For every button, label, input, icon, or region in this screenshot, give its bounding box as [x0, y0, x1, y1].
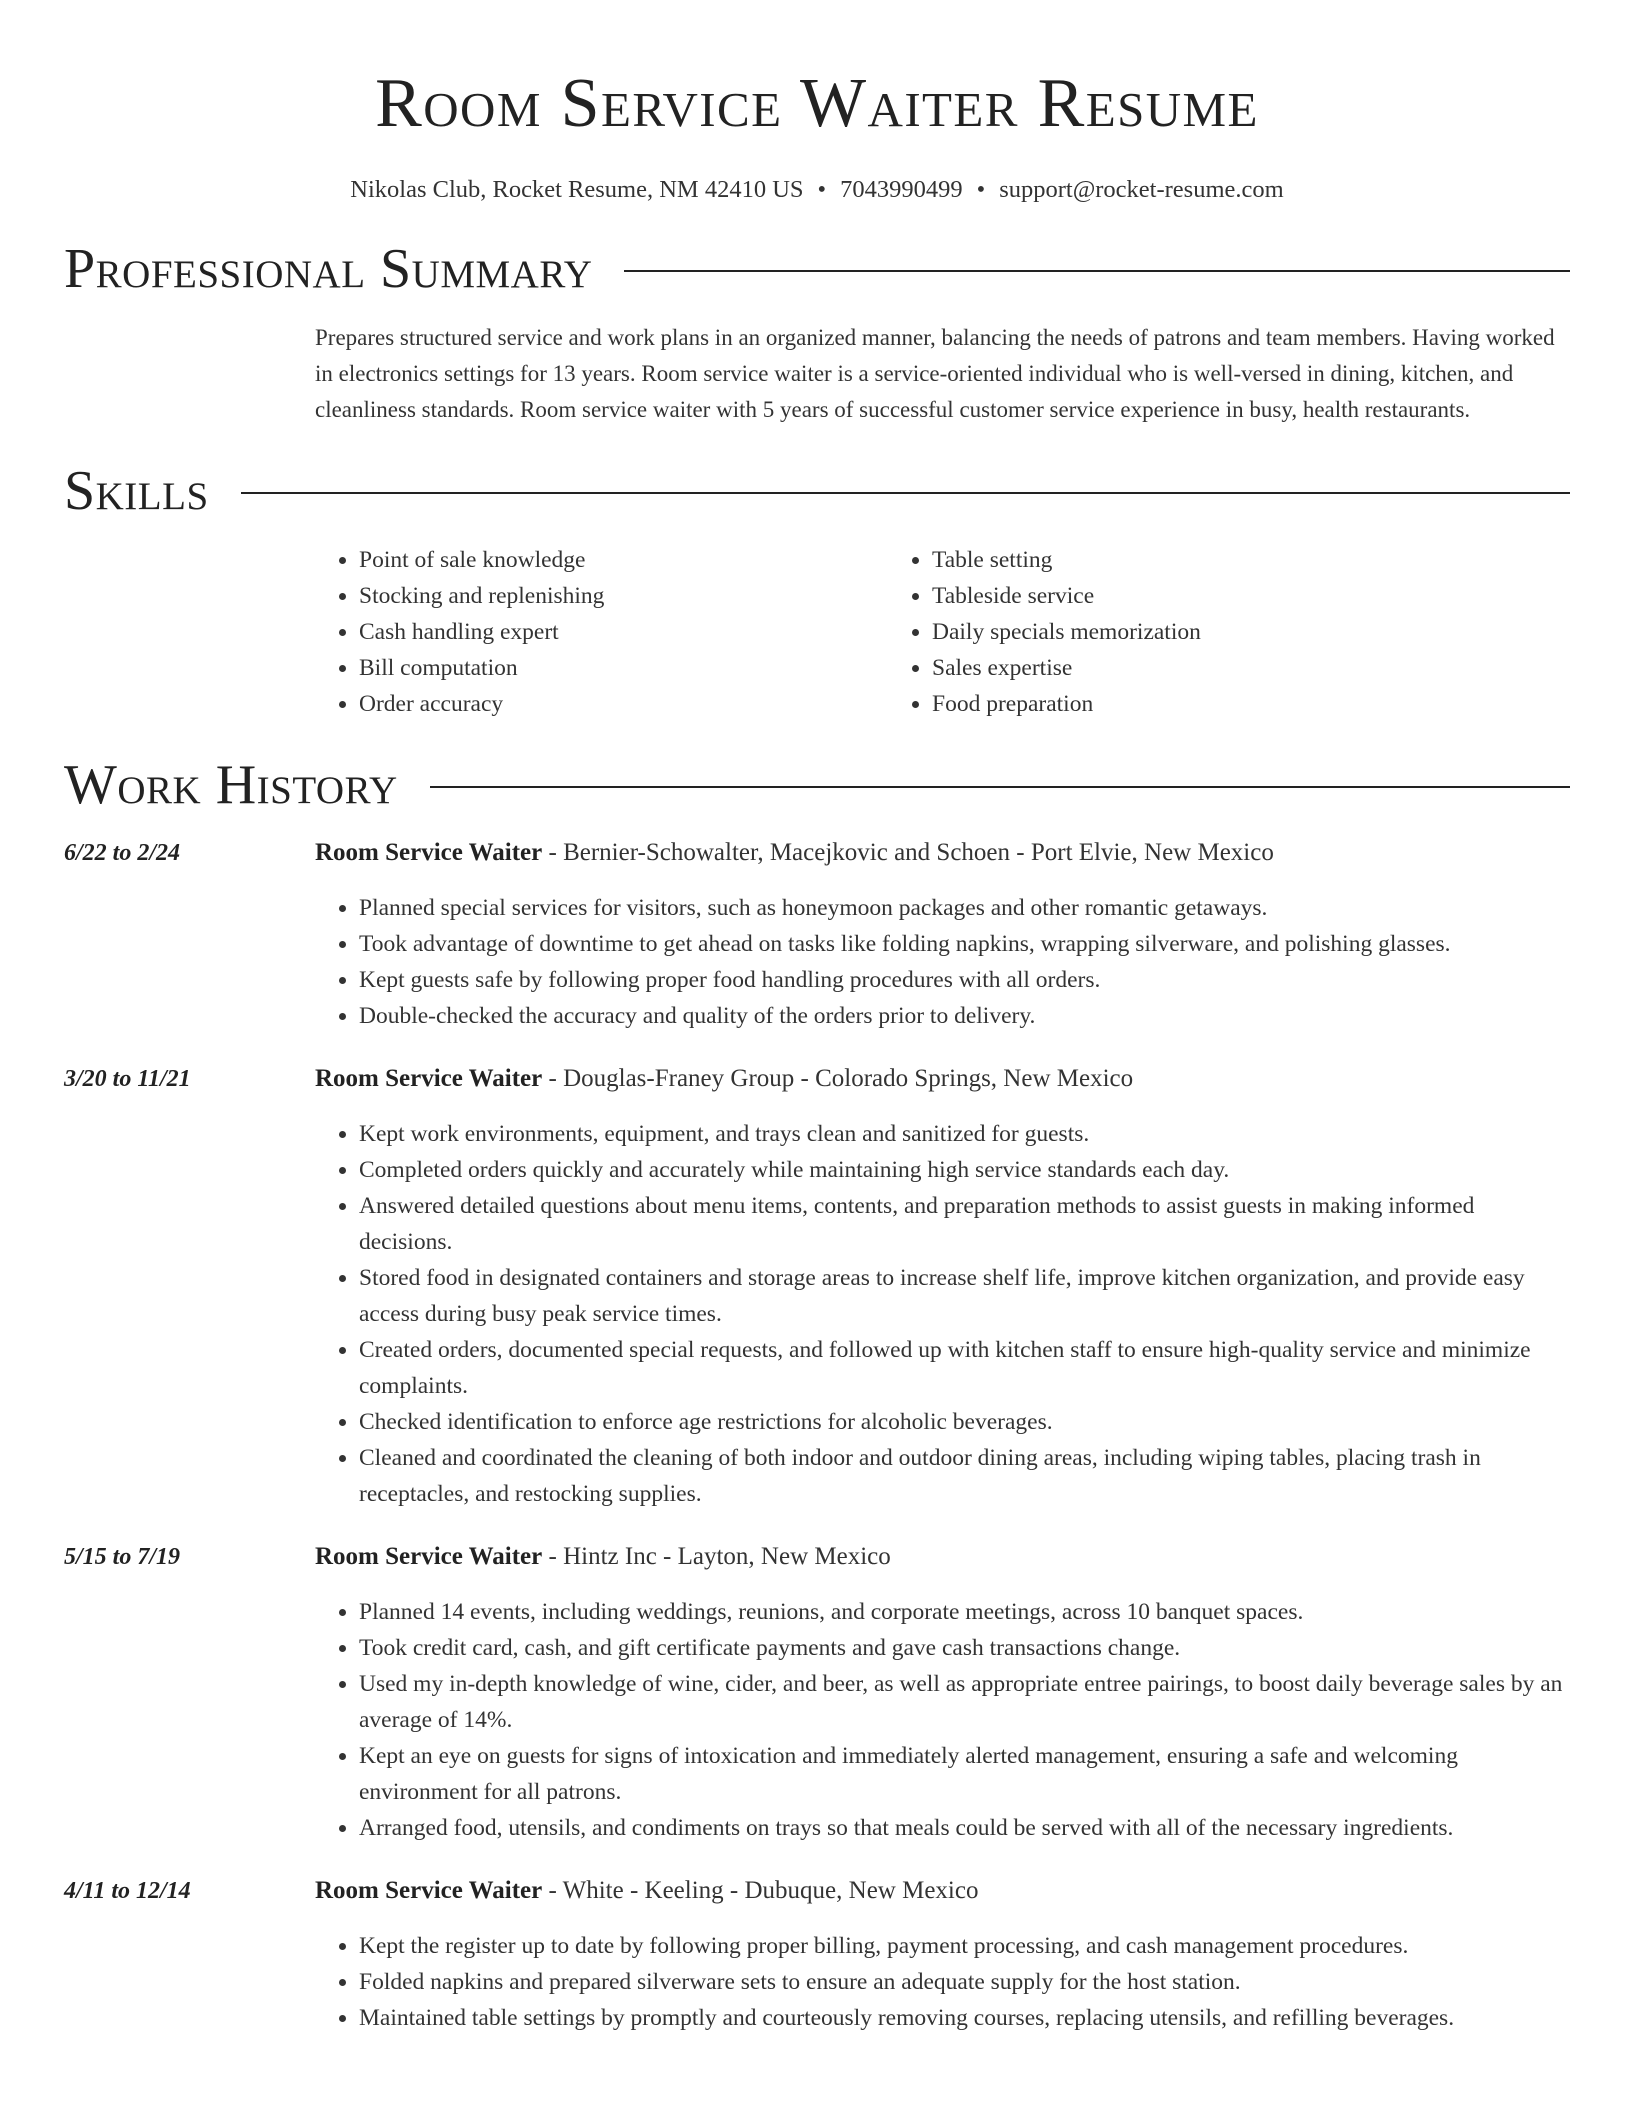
job-bullet: • Completed orders quickly and accurately while maintaining high service standards each day.	[359, 1152, 1570, 1188]
summary-section-header	[64, 236, 1570, 302]
job-dates: 6/22 to 2/24	[64, 840, 181, 866]
contact-separator: •	[817, 176, 827, 203]
section-divider	[241, 492, 1570, 494]
job-body	[315, 836, 1570, 1034]
job-bullet: • Stored food in designated containers and storage areas to increase shelf life, improve kitchen organization, and provide easy access during busy peak service times.	[359, 1260, 1570, 1332]
contact-address: Nikolas Club, Rocket Resume, NM 42410 US	[350, 176, 804, 203]
job-bullet: • Kept guests safe by following proper food handling procedures with all orders.	[359, 962, 1570, 998]
summary-heading: Professional Summary	[64, 238, 593, 300]
job-role: Room Service Waiter	[315, 1877, 543, 1904]
skills-heading: Skills	[64, 460, 209, 522]
skill-item: • Sales expertise	[932, 650, 1461, 686]
skill-item: • Table setting	[932, 542, 1461, 578]
job-title	[315, 1540, 1570, 1574]
job-title	[315, 1874, 1570, 1908]
job-bullet: • Double-checked the accuracy and quality of the orders prior to delivery.	[359, 998, 1570, 1034]
job-bullet: • Maintained table settings by promptly and courteously removing courses, replacing utensils, and refilling beverages.	[359, 2000, 1570, 2036]
job-body	[315, 1540, 1570, 1846]
job-body	[315, 1874, 1570, 2036]
job-bullet: • Took advantage of downtime to get ahead on tasks like folding napkins, wrapping silverware, and polishing glasses.	[359, 926, 1570, 962]
job-details: - White - Keeling - Dubuque, New Mexico	[542, 1877, 979, 1904]
work-heading: Work History	[64, 754, 398, 816]
job-bullet: • Kept an eye on guests for signs of intoxication and immediately alerted management, ensuring a safe and welcoming environment for all patrons.	[359, 1738, 1570, 1810]
job-details: - Bernier-Schowalter, Macejkovic and Schoen - Port Elvie, New Mexico	[542, 839, 1274, 866]
skill-item: • Stocking and replenishing	[359, 578, 888, 614]
job-entry	[64, 1062, 1570, 1512]
job-role: Room Service Waiter	[315, 1065, 543, 1092]
job-bullets	[315, 890, 1570, 1034]
job-bullet: • Checked identification to enforce age restrictions for alcoholic beverages.	[359, 1404, 1570, 1440]
skill-item: • Bill computation	[359, 650, 888, 686]
job-bullet: • Planned special services for visitors, such as honeymoon packages and other romantic getaways.	[359, 890, 1570, 926]
skill-item: • Daily specials memorization	[932, 614, 1461, 650]
job-bullets	[315, 1594, 1570, 1846]
job-bullet: • Created orders, documented special requests, and followed up with kitchen staff to ensure high-quality service and minimize complaints.	[359, 1332, 1570, 1404]
job-details: - Douglas-Franey Group - Colorado Springs, New Mexico	[542, 1065, 1134, 1092]
skill-item: • Point of sale knowledge	[359, 542, 888, 578]
skills-column-right	[888, 542, 1461, 722]
job-dates: 3/20 to 11/21	[64, 1066, 191, 1092]
skills-column-left	[315, 542, 888, 722]
summary-text: Prepares structured service and work plans in an organized manner, balancing the needs of patrons and team members. Having worked in electronics settings for 13 years. Room service waiter is a service-oriented individual who is well-versed in dining, kitchen, and cleanliness standards. Room service waiter with 5 years of successful customer service experience in busy, health restaurants.	[315, 325, 1555, 422]
resume-title: Room Service Waiter Resume	[375, 65, 1259, 142]
skill-item: • Order accuracy	[359, 686, 888, 722]
skills-list	[315, 542, 1570, 722]
job-dates: 4/11 to 12/14	[64, 1878, 191, 1904]
job-entry	[64, 1874, 1570, 2036]
skill-item: • Tableside service	[932, 578, 1461, 614]
job-bullet: • Kept work environments, equipment, and trays clean and sanitized for guests.	[359, 1116, 1570, 1152]
contact-separator: •	[976, 176, 986, 203]
job-entry	[64, 1540, 1570, 1846]
skills-section-header	[64, 458, 1570, 524]
job-bullet: • Used my in-depth knowledge of wine, cider, and beer, as well as appropriate entree pairings, to boost daily beverage sales by an average of 14%.	[359, 1666, 1570, 1738]
job-bullet: • Cleaned and coordinated the cleaning of both indoor and outdoor dining areas, including wiping tables, placing trash in receptacles, and restocking supplies.	[359, 1440, 1570, 1512]
job-details: - Hintz Inc - Layton, New Mexico	[542, 1543, 891, 1570]
job-bullet: • Folded napkins and prepared silverware sets to ensure an adequate supply for the host station.	[359, 1964, 1570, 2000]
contact-email[interactable]: support@rocket-resume.com	[999, 176, 1284, 203]
section-divider	[624, 270, 1570, 272]
job-role: Room Service Waiter	[315, 839, 543, 866]
job-bullets	[315, 1116, 1570, 1512]
section-divider	[430, 786, 1570, 788]
job-role: Room Service Waiter	[315, 1543, 543, 1570]
contact-line	[64, 174, 1570, 206]
job-bullets	[315, 1928, 1570, 2036]
job-bullet: • Answered detailed questions about menu items, contents, and preparation methods to assist guests in making informed decisions.	[359, 1188, 1570, 1260]
skill-item: • Cash handling expert	[359, 614, 888, 650]
work-section-header	[64, 752, 1570, 818]
job-bullet: • Planned 14 events, including weddings, reunions, and corporate meetings, across 10 banquet spaces.	[359, 1594, 1570, 1630]
job-bullet: • Kept the register up to date by following proper billing, payment processing, and cash management procedures.	[359, 1928, 1570, 1964]
job-dates: 5/15 to 7/19	[64, 1544, 181, 1570]
job-bullet: • Arranged food, utensils, and condiments on trays so that meals could be served with all of the necessary ingredients.	[359, 1810, 1570, 1846]
job-entry	[64, 836, 1570, 1034]
job-title	[315, 836, 1570, 870]
contact-phone: 7043990499	[840, 176, 963, 203]
job-body	[315, 1062, 1570, 1512]
job-title	[315, 1062, 1570, 1096]
skill-item: • Food preparation	[932, 686, 1461, 722]
job-bullet: • Took credit card, cash, and gift certificate payments and gave cash transactions change.	[359, 1630, 1570, 1666]
